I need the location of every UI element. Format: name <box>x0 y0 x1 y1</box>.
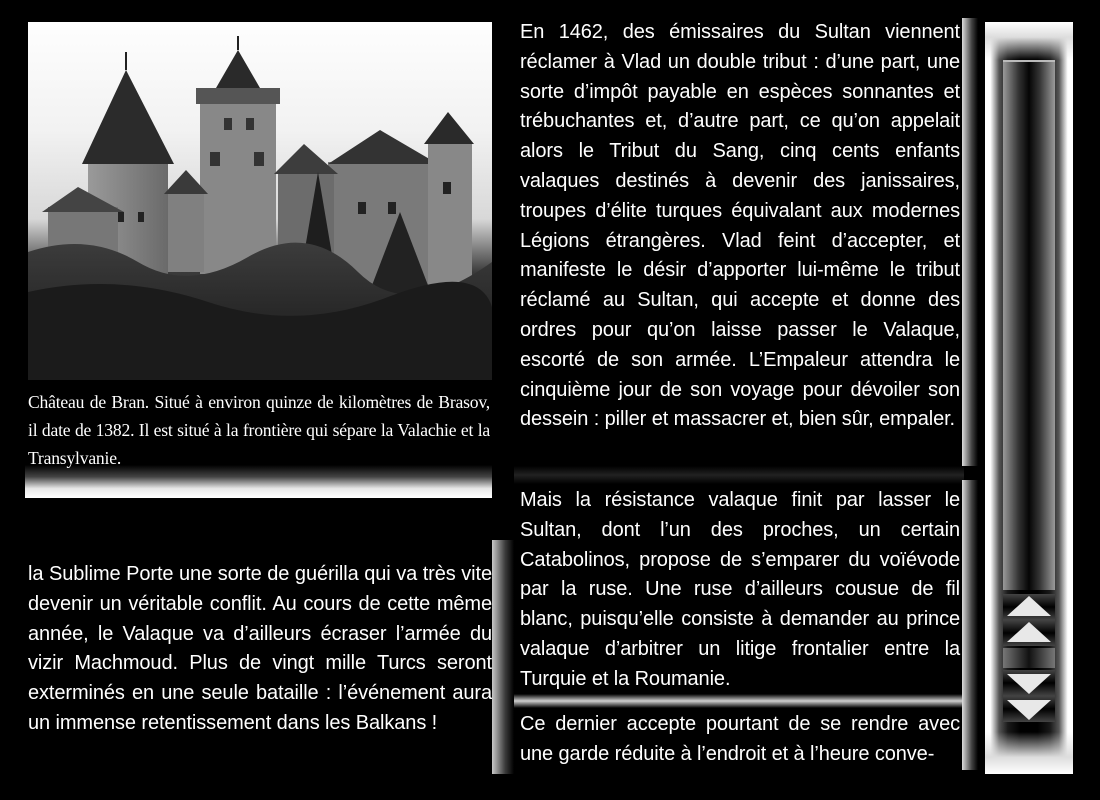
paragraph-accept: Ce dernier accepte pourtant de se rendre avec une garde réduite à l’endroit et à l’heure conve- <box>520 713 960 765</box>
left-paragraph: la Sublime Porte une sorte de guérilla qui va très vite devenir un véritable conflit. Au cours de cette même année, le Valaque va d’ailleurs écraser l’armée du vizir Machmoud. Plus de vingt mille Turcs seront exterminés en une seule bataille : l’événement aura un immense retentissement dans les Balkans ! <box>28 563 492 734</box>
right-column-paragraph-2 <box>520 486 960 695</box>
chevron-up-icon <box>1003 620 1055 646</box>
double-chevron-up-icon <box>1003 594 1055 620</box>
scroll-up-button-2[interactable] <box>1003 620 1055 646</box>
paragraph-tribute: En 1462, des émissaires du Sultan viennent réclamer à Vlad un double tribut : d’une part, une sorte d’impôt payable en espèces sonnantes et trébuchantes et, d’autre part, ce qu’on appelait alors le Tribut du Sang, cinq cents enfants valaques destinés à devenir des janissaires, troupes d’élite turques équivalant aux modernes Légions étrangères. Vlad feint d’accepter, et manifeste le désir d’apporter lui-même le tribut réclamé au Sultan, qui accepte et donne des ordres pour qu’on laisse passer le Valaque, escorté de son armée. L’Empaleur attendra le cinquième jour de son voyage pour dévoiler son dessein : piller et massacrer et, bien sûr, empaler. <box>520 21 960 431</box>
left-column-text <box>28 560 492 739</box>
scroll-down-button-2[interactable] <box>1003 696 1055 722</box>
chevron-down-icon <box>1003 670 1055 696</box>
right-column-paragraph-1 <box>520 18 960 435</box>
scroll-up-button[interactable] <box>1003 594 1055 620</box>
column-glow-edge <box>492 540 514 774</box>
castle-illustration <box>28 22 492 380</box>
double-chevron-down-icon <box>1003 696 1055 722</box>
paragraph-divider <box>514 466 964 484</box>
paragraph-resistance: Mais la résistance valaque finit par lasser le Sultan, dont l’un des proches, un certain Catabolinos, propose de s’emparer du voïévode par la ruse. Une ruse d’ailleurs cousue de fil blanc, puisqu’elle consiste à demander au prince valaque d’arbitrer un litige frontalier entre la Turquie et la Roumanie. <box>520 489 960 690</box>
photo-caption: Château de Bran. Situé à environ quinze de kilomètres de Brasov, il date de 1382. Il est situé à la frontière qui sépare la Valachie et la Transylvanie. <box>28 392 490 468</box>
castle-photo <box>28 22 492 380</box>
column-glow-edge <box>962 480 978 770</box>
paragraph-divider <box>514 694 964 708</box>
column-glow-edge <box>962 18 978 466</box>
scrollbar-gap <box>1003 648 1055 668</box>
right-column-paragraph-3 <box>520 710 960 770</box>
scrollbar-track[interactable] <box>1003 60 1055 590</box>
scroll-down-button[interactable] <box>1003 670 1055 696</box>
